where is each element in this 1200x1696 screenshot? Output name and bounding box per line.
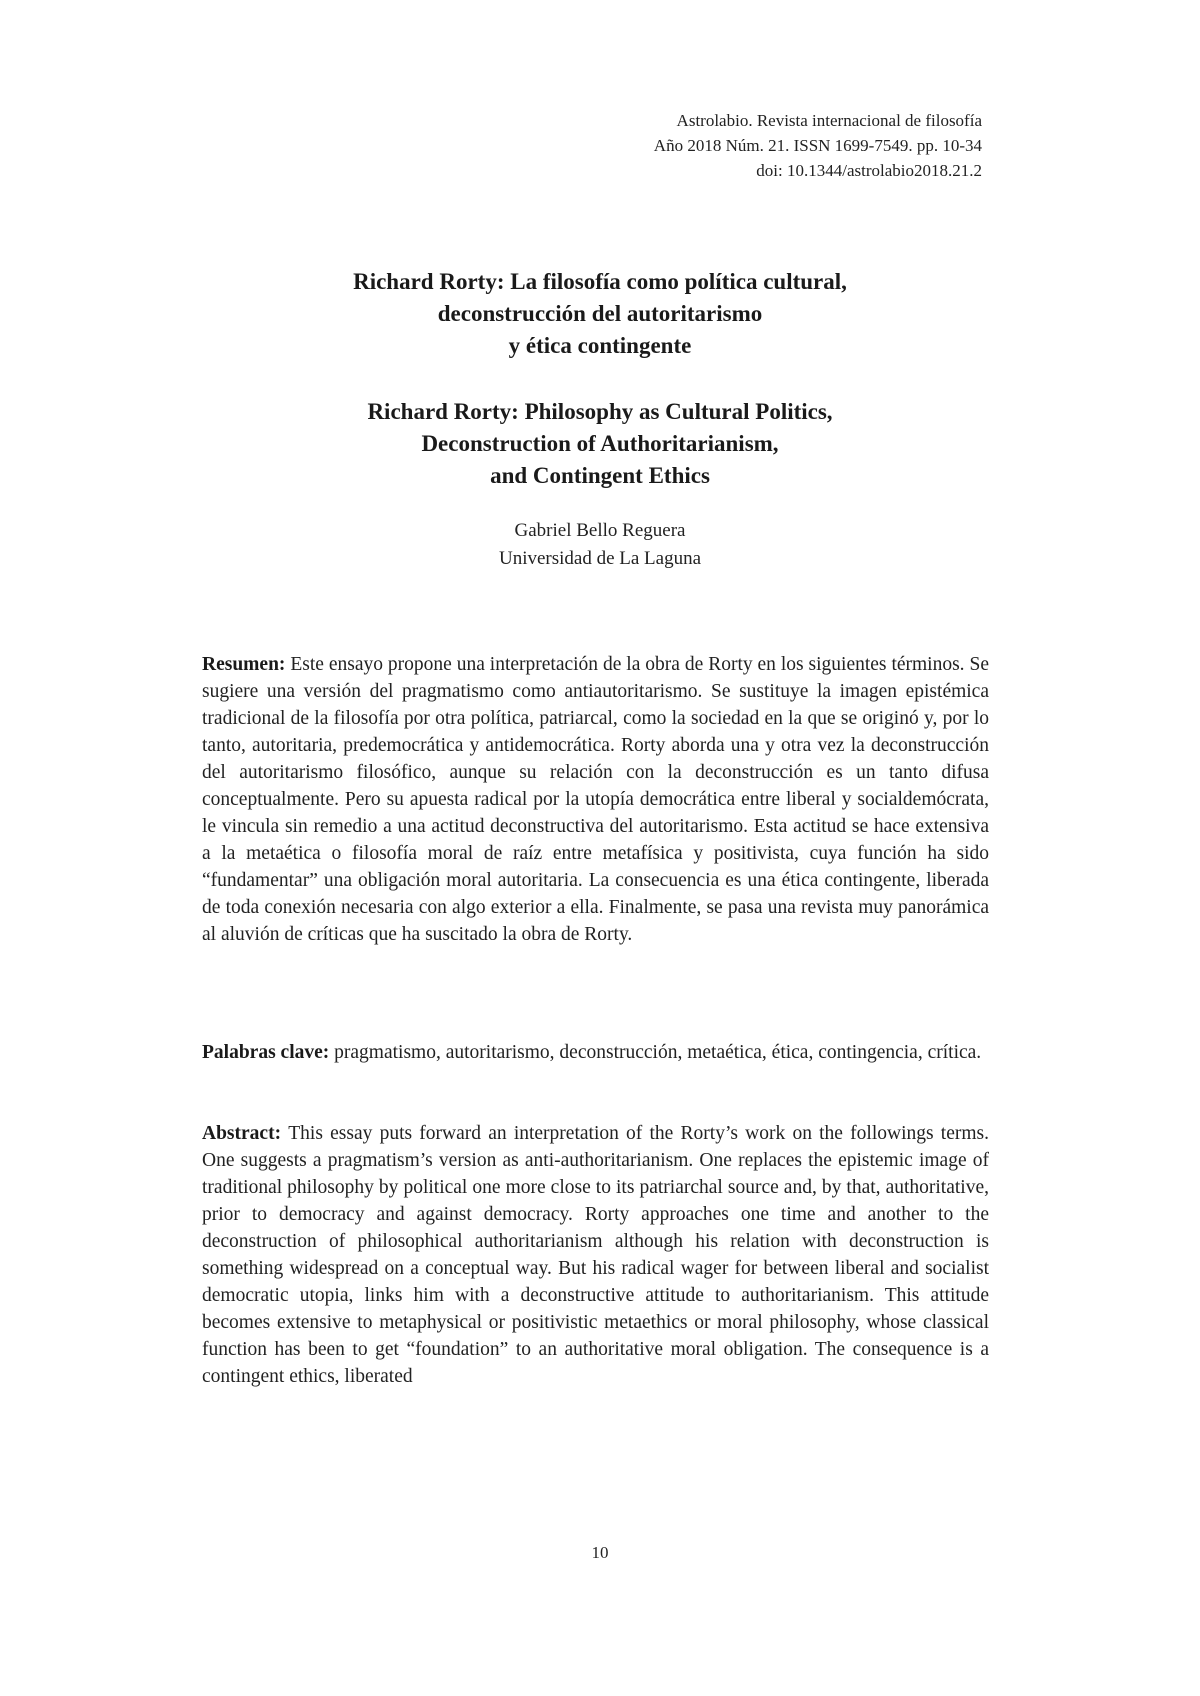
title-english <box>0 396 1200 492</box>
title-english-line-1: Richard Rorty: Philosophy as Cultural Politics, <box>367 399 833 424</box>
abstract-paragraph <box>202 1120 989 1390</box>
title-spanish-line-3: y ética contingente <box>508 333 692 358</box>
abstract-label: Abstract: <box>202 1123 289 1144</box>
title-spanish-line-1: Richard Rorty: La filosofía como política cultural, <box>353 269 847 294</box>
journal-header <box>654 108 982 183</box>
doi: doi: 10.1344/astrolabio2018.21.2 <box>756 161 982 180</box>
issue-info: Año 2018 Núm. 21. ISSN 1699-7549. pp. 10-34 <box>653 136 982 155</box>
journal-name: Astrolabio. Revista internacional de filosofía <box>676 111 982 130</box>
page-number: 10 <box>591 1543 609 1562</box>
author-name: Gabriel Bello Reguera <box>514 520 686 541</box>
resumen-paragraph <box>202 651 989 948</box>
resumen-text: Este ensayo propone una interpretación de la obra de Rorty en los siguientes términos. Se sugiere una versión del pragmatismo como antiautoritarismo. Se sustituye la imagen epistémica tradicional de la filosofía por otra política, patriarcal, como la sociedad en la que se originó y, por lo tanto, autoritaria, predemocrática y antidemocrática. Rorty aborda una y otra vez la deconstrucción del autoritarismo filosófico, aunque su relación con la deconstrucción es un tanto difusa conceptualmente. Pero su apuesta radical por la utopía democrática entre liberal y socialdemócrata, le vincula sin remedio a una actitud deconstructiva del autoritarismo. Esta actitud se hace extensiva a la metaética o filosofía moral de raíz entre metafísica y positivista, cuya función ha sido “fundamentar” una obligación moral autoritaria. La consecuencia es una ética contingente, liberada de toda conexión necesaria con algo exterior a ella. Finalmente, se pasa una revista muy panorámica al aluvión de críticas que ha suscitado la obra de Rorty. <box>202 654 989 945</box>
keywords-paragraph <box>202 1039 989 1066</box>
title-spanish <box>0 266 1200 362</box>
title-english-line-3: and Contingent Ethics <box>490 463 710 488</box>
author-block <box>0 517 1200 573</box>
title-english-line-2: Deconstruction of Authoritarianism, <box>421 431 779 456</box>
keywords-label: Palabras clave: <box>202 1042 335 1063</box>
author-affiliation: Universidad de La Laguna <box>498 548 702 569</box>
abstract-text: This essay puts forward an interpretation of the Rorty’s work on the followings terms. One suggests a pragmatism’s version as anti-authoritarianism. One replaces the epistemic image of traditional philosophy by political one more close to its patriarchal source and, by that, authoritative, prior to democracy and against democracy. Rorty approaches one time and another to the deconstruction of philosophical authoritarianism although his relation with deconstruction is something widespread on a conceptual way. But his radical wager for between liberal and socialist democratic utopia, links him with a deconstructive attitude to authoritarianism. This attitude becomes extensive to metaphysical or positivistic metaethics or moral philosophy, whose classical function has been to get “foundation” to an authoritative moral obligation. The consequence is a contingent ethics, liberated <box>202 1123 989 1387</box>
title-spanish-line-2: deconstrucción del autoritarismo <box>437 301 763 326</box>
resumen-label: Resumen: <box>202 654 291 675</box>
keywords-text: pragmatismo, autoritarismo, deconstrucción, metaética, ética, contingencia, crítica. <box>334 1042 982 1063</box>
